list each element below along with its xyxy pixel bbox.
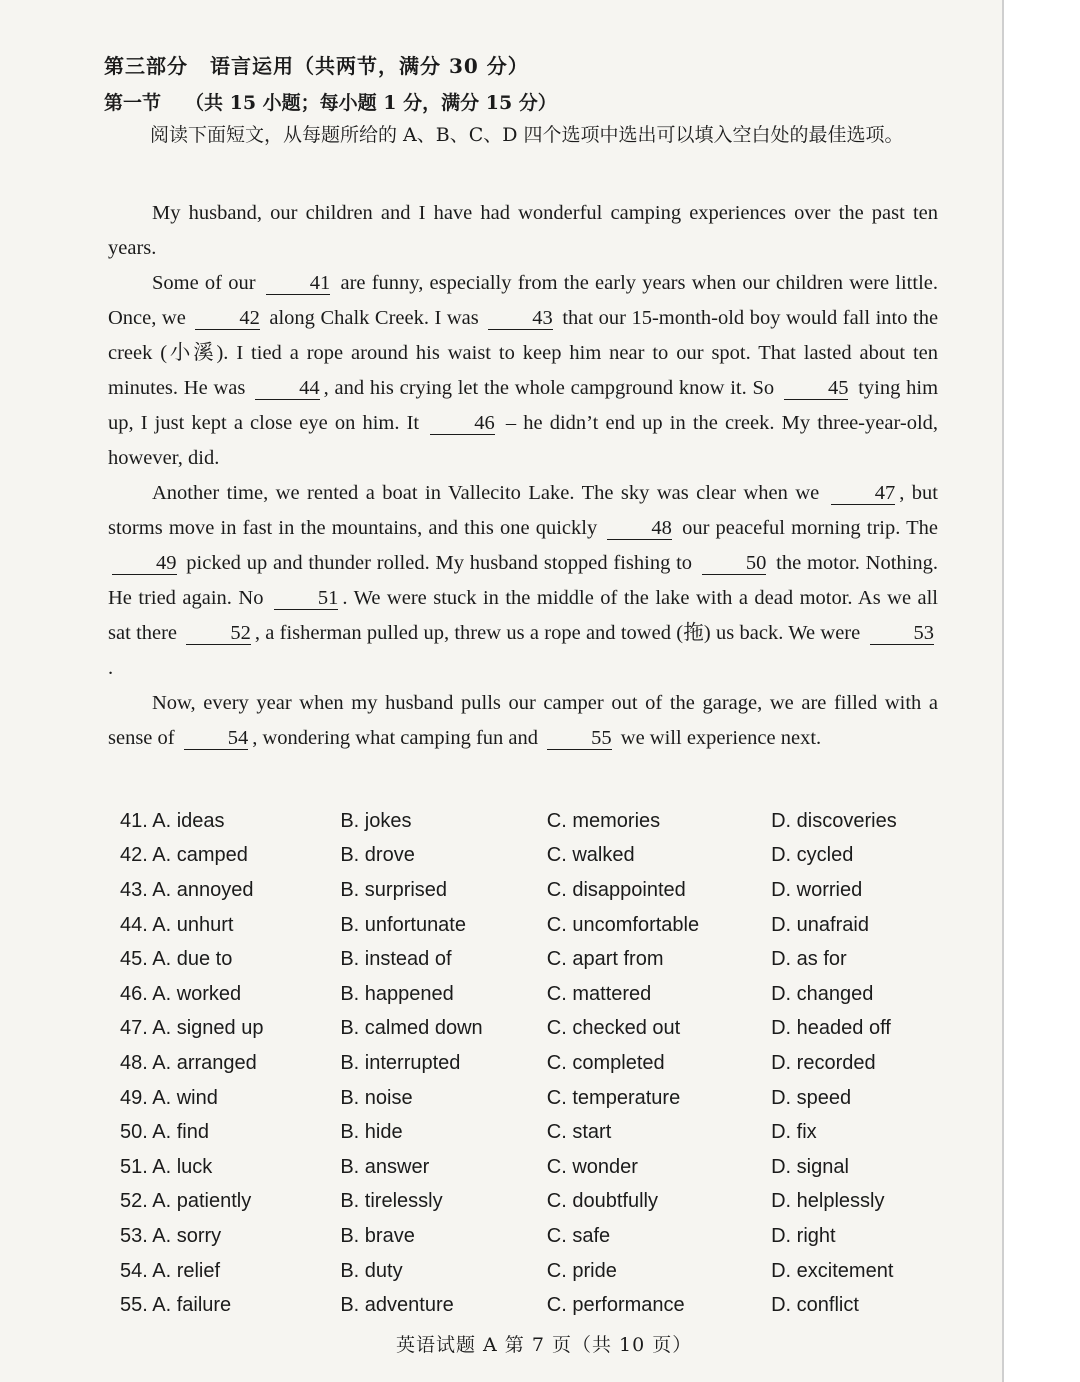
option-a: 48. A. arranged [120,1051,257,1074]
blank-50: 50 [702,552,767,575]
option-b: B. happened [340,982,454,1005]
blank-43: 43 [488,307,553,330]
option-b: B. brave [340,1224,415,1247]
paragraph-4 [108,686,938,756]
passage-text: picked up and thunder rolled. My husband stopped fishing to [186,552,693,574]
blank-46: 46 [430,412,495,435]
blank-44: 44 [255,377,320,400]
page-edge-margin [1002,0,1080,1382]
option-row [120,942,920,977]
section-title: 第一节 [104,92,162,114]
option-c: C. start [546,1121,612,1144]
option-a: 45. A. due to [120,948,233,971]
blank-48: 48 [607,517,672,540]
blank-53: 53 [870,622,935,645]
option-c: C. completed [546,1051,665,1074]
option-row [120,1046,920,1081]
paragraph-1: My husband, our children and I have had wonderful camping experiences over the past ten years. [108,202,938,259]
option-c: C. wonder [546,1155,638,1178]
option-b: B. interrupted [340,1051,461,1074]
cloze-passage [108,196,938,756]
passage-text: are funny, especially from the early years when our children were little. Once, we [108,272,938,329]
option-c: C. safe [546,1224,611,1247]
option-b: B. instead of [340,948,452,971]
paragraph-3 [108,476,938,686]
option-c: C. checked out [546,1017,681,1040]
option-c: C. walked [546,844,635,867]
option-c: C. uncomfortable [546,913,700,936]
blank-55: 55 [547,727,612,750]
passage-text: , wondering what camping fun and [252,727,539,749]
option-c: C. pride [546,1259,617,1282]
option-b: B. jokes [340,809,412,832]
option-d: D. conflict [771,1294,859,1317]
passage-text: the motor. Nothing. He tried again. No [108,552,939,609]
passage-text: Now, every year when my husband pulls our camper out of the garage, we are filled with a sense of [108,692,938,749]
option-c: C. disappointed [546,878,686,901]
passage-text: we will experience next. [620,727,822,749]
option-c: C. mattered [546,982,652,1005]
option-row [120,1150,920,1185]
option-b: B. duty [340,1259,403,1282]
option-a: 53. A. sorry [120,1224,222,1247]
option-row [120,1081,920,1116]
passage-text: Another time, we rented a boat in Vallecito Lake. The sky was clear when we [152,482,820,504]
option-d: D. worried [771,878,863,901]
option-row [120,873,920,908]
passage-text: , but storms move in fast in the mountains, and this one quickly [108,482,939,539]
passage-text: that our 15-month-old boy would fall into the creek (小溪). I tied a rope around his waist to keep him near to our spot. That lasted about ten minutes. He was [108,307,939,399]
passage-text: , and his crying let the whole campground know it. So [323,377,775,399]
option-b: B. answer [340,1155,430,1178]
option-d: D. speed [771,1086,852,1109]
option-b: B. tirelessly [340,1190,443,1213]
instruction-text: 阅读下面短文，从每题所给的 A、B、C、D 四个选项中选出可以填入空白处的最佳选项。 [150,124,904,146]
option-d: D. discoveries [771,809,897,832]
option-b: B. drove [340,844,415,867]
passage-text: Some of our [152,272,256,294]
option-a: 52. A. patiently [120,1190,252,1213]
option-a: 44. A. unhurt [120,913,234,936]
option-c: C. apart from [546,948,664,971]
option-d: D. as for [771,948,847,971]
option-row [120,908,920,943]
option-b: B. adventure [340,1294,454,1317]
option-row [120,1115,920,1150]
option-a: 54. A. relief [120,1259,221,1282]
blank-42: 42 [195,307,260,330]
option-a: 49. A. wind [120,1086,218,1109]
option-row [120,1012,920,1047]
passage-text: . [108,657,114,679]
blank-45: 45 [784,377,849,400]
passage-text: our peaceful morning trip. The [682,517,939,539]
option-a: 51. A. luck [120,1155,213,1178]
option-b: B. unfortunate [340,913,466,936]
option-b: B. hide [340,1121,403,1144]
option-row [120,977,920,1012]
blank-54: 54 [184,727,249,750]
option-d: D. recorded [771,1051,876,1074]
option-d: D. signal [771,1155,849,1178]
answer-options-table [120,804,920,1323]
option-row [120,1254,920,1289]
option-a: 43. A. annoyed [120,878,254,901]
option-d: D. excitement [771,1259,894,1282]
blank-41: 41 [266,272,331,295]
option-c: C. doubtfully [546,1190,658,1213]
option-c: C. performance [546,1294,685,1317]
option-d: D. unafraid [771,913,869,936]
option-d: D. cycled [771,844,854,867]
option-row [120,804,920,839]
option-b: B. surprised [340,878,448,901]
page-footer: 英语试题 A 第 7 页（共 10 页） [396,1334,693,1356]
option-d: D. headed off [771,1017,891,1040]
section-detail: （共 15 小题；每小题 1 分，满分 15 分） [185,92,557,114]
section-heading [104,88,557,115]
option-a: 47. A. signed up [120,1017,264,1040]
option-d: D. helplessly [771,1190,885,1213]
option-row [120,839,920,874]
option-row [120,1288,920,1323]
blank-47: 47 [831,482,896,505]
passage-text: . We were stuck in the middle of the lake with a dead motor. As we all sat there [108,587,938,644]
option-row [120,1185,920,1220]
paragraph-2 [108,266,938,476]
option-a: 55. A. failure [120,1294,232,1317]
option-a: 42. A. camped [120,844,248,867]
option-c: C. memories [546,809,661,832]
blank-51: 51 [274,587,339,610]
part-subtitle: 语言运用（共两节，满分 30 分） [210,54,529,78]
option-a: 41. A. ideas [120,809,225,832]
blank-49: 49 [112,552,177,575]
option-d: D. right [771,1224,836,1247]
option-b: B. calmed down [340,1017,483,1040]
option-a: 46. A. worked [120,982,242,1005]
passage-text: – he didn’t end up in the creek. My three-year-old, however, did. [108,412,939,469]
option-d: D. fix [771,1121,817,1144]
passage-text: tying him up, I just kept a close eye on him. It [108,377,939,434]
option-a: 50. A. find [120,1121,209,1144]
part-title: 第三部分 [104,54,188,78]
option-b: B. noise [340,1086,413,1109]
blank-52: 52 [186,622,251,645]
option-row [120,1219,920,1254]
option-d: D. changed [771,982,874,1005]
passage-text: along Chalk Creek. I was [269,307,479,329]
part-heading [104,50,529,79]
option-c: C. temperature [546,1086,681,1109]
passage-text: , a fisherman pulled up, threw us a rope and towed (拖) us back. We were [254,622,861,644]
